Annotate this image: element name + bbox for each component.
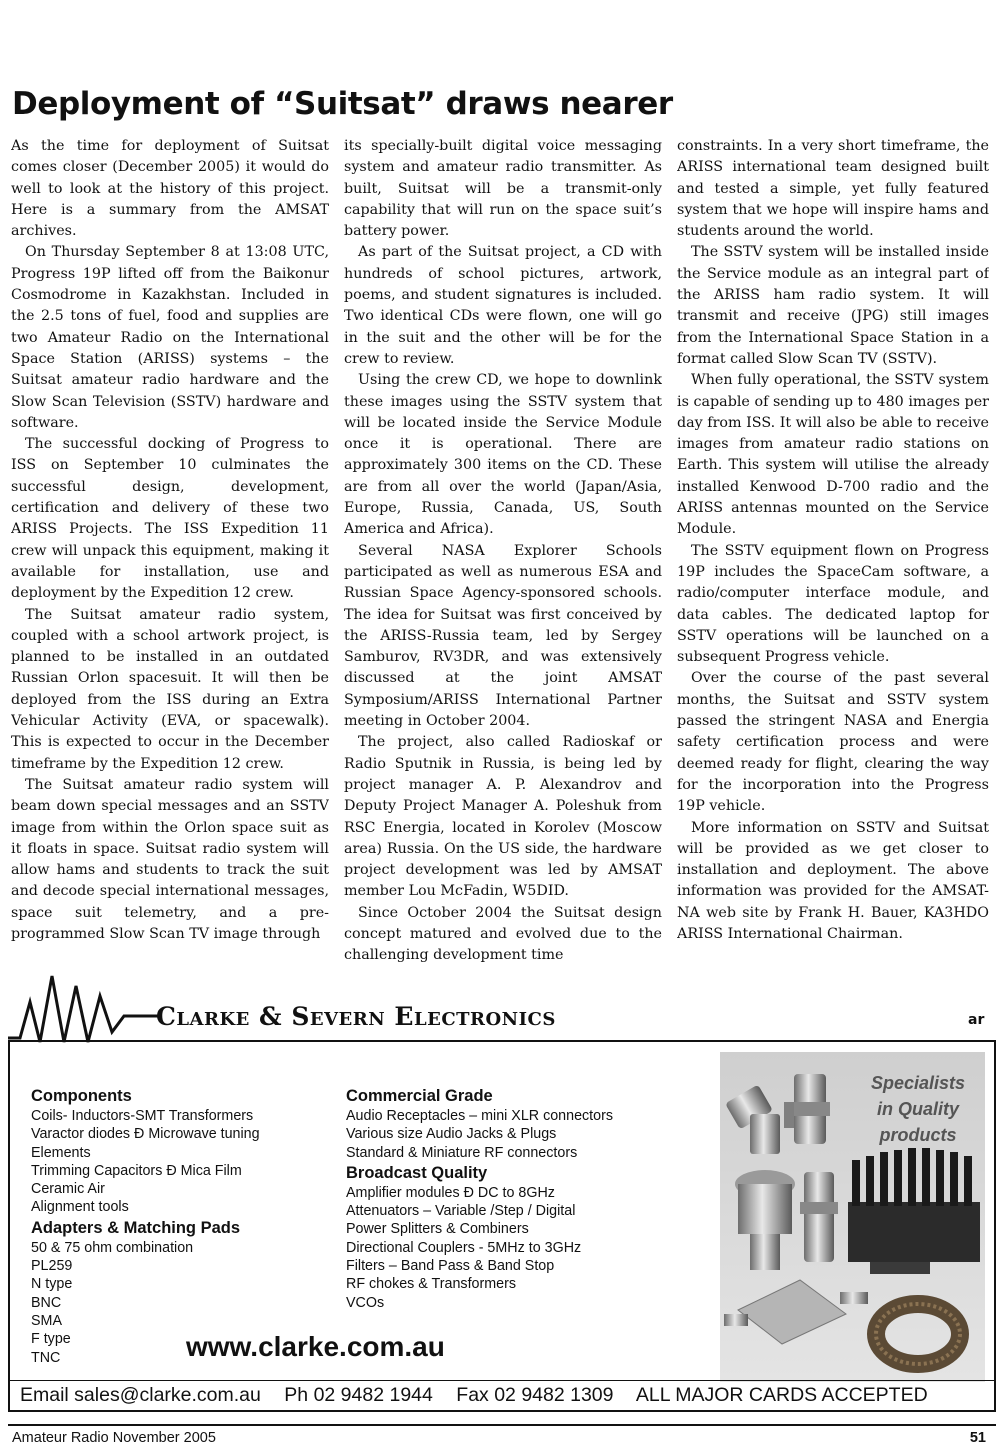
ad-column-left (31, 1085, 260, 1367)
ad-heading: Adapters & Matching Pads (31, 1218, 241, 1237)
ad-item: Various size Audio Jacks & Plugs (346, 1126, 557, 1143)
ad-item: BNC (31, 1294, 62, 1311)
paragraph: constraints. In a very short timeframe, the ARISS international team designed built and tested a simple, yet fully featured system that we hope will inspire hams and students around the world. (677, 138, 989, 240)
waveform-logo-icon (8, 972, 158, 1044)
paragraph: As the time for deployment of Suitsat comes closer (December 2005) it would do well to look at the history of this project. Here is a summary from the AMSAT archives. (11, 138, 329, 240)
ad-item: N type (31, 1276, 73, 1293)
ad-heading: Components (31, 1087, 132, 1105)
ad-item: Alignment tools (31, 1199, 129, 1216)
ad-item: Ceramic Air (31, 1181, 105, 1198)
ad-specialists-tagline: Specialists in Quality products (870, 1073, 966, 1145)
paragraph: Using the crew CD, we hope to downlink these images using the SSTV system that will be located inside the Service Module once it is operational. There are approximately 300 items on the CD. These are from all over the world (Japan/Asia, Europe, Russia, Canada, US, South America and Africa). (344, 372, 662, 538)
paragraph: Since October 2004 the Suitsat design concept matured and evolved due to the challenging development time (344, 904, 662, 964)
footer-publication: Amateur Radio November 2005 (12, 1430, 216, 1446)
ad-divider (8, 1380, 996, 1381)
ad-item: Trimming Capacitors Ð Mica Film (31, 1162, 242, 1179)
paragraph: Over the course of the past several months, the Suitsat and SSTV system passed the stringent NASA and Energia safety certification process and were deemed ready for flight, clearing the way for the incorporation into the Progress 19P vehicle. (677, 670, 989, 815)
ad-item: Attenuators – Variable /Step / Digital (346, 1203, 576, 1220)
ad-email[interactable]: Email sales@clarke.com.au (20, 1384, 261, 1406)
paragraph: its specially-built digital voice messaging system and amateur radio transmitter. As built, Suitsat will be a transmit-only capability that will run on the space suit’s battery power. (344, 138, 662, 240)
paragraph: The project, also called Radioskaf or Radio Sputnik in Russia, is being led by project manager A. P. Alexandrov and Deputy Project Manager A. Poleshuk from RSC Energia, located in Korolev (Moscow area) Russia. On the US side, the hardware project development was led by AMSAT member Lou McFadin, W5DID. (344, 734, 662, 900)
ad-item: Varactor diodes Ð Microwave tuning (31, 1126, 260, 1143)
ad-item: Directional Couplers - 5MHz to 3GHz (346, 1239, 582, 1256)
ad-top-rule (8, 1040, 996, 1042)
ad-heading: Broadcast Quality (346, 1163, 488, 1182)
ad-item: 50 & 75 ohm combination (31, 1239, 194, 1256)
paragraph: The Suitsat amateur radio system, coupled with a school artwork project, is planned to be installed in an outdated Russian Orlon spacesuit. It will then be deployed from the ISS during an Extra Vehicular Activity (EVA, or spacewalk). This is expected to occur in the December timeframe by the Expedition 12 crew. (11, 606, 329, 772)
ad-item: Audio Receptacles – mini XLR connectors (346, 1108, 614, 1124)
ad-item: VCOs (346, 1294, 385, 1311)
paragraph: More information on SSTV and Suitsat will be provided as we get closer to installation and deployment. The above information was provided for the AMSAT-NA web site by Frank H. Bauer, KA3HDO ARISS International Chairman. (677, 819, 989, 942)
ad-cards: ALL MAJOR CARDS ACCEPTED (635, 1384, 928, 1406)
footer-page-number: 51 (969, 1430, 986, 1446)
article-column-1 (11, 136, 329, 945)
ad-fax: Fax 02 9482 1309 (456, 1384, 614, 1406)
ad-item: TNC (31, 1349, 61, 1366)
ad-item: Amplifier modules Ð DC to 8GHz (346, 1184, 555, 1201)
ad-item: F type (31, 1331, 71, 1348)
footer-rule (8, 1424, 996, 1426)
article-column-2 (344, 136, 662, 967)
paragraph: The SSTV system will be installed inside the Service module as an integral part of the ARISS ham radio system. It will transmit and receive (JPG) still images from the International Space Station in a format called Slow Scan TV (SSTV). (677, 244, 989, 367)
article-column-3 (677, 136, 989, 945)
paragraph: When fully operational, the SSTV system is capable of sending up to 480 images per day from ISS. It will also be able to receive images from amateur radio stations on Earth. This system will utilise the already installed Kenwood D-700 radio and the ARISS antennas mounted on the Service Module. (677, 372, 989, 538)
ad-item: SMA (31, 1312, 62, 1329)
ad-column-middle (346, 1085, 613, 1312)
ad-item: Power Splitters & Combiners (346, 1221, 529, 1238)
ad-item: RF chokes & Transformers (346, 1276, 517, 1293)
ad-phone: Ph 02 9482 1944 (284, 1384, 433, 1406)
ad-item: PL259 (31, 1258, 73, 1275)
ad-contact-line (20, 1384, 990, 1407)
ad-item: Filters – Band Pass & Band Stop (346, 1258, 555, 1275)
ad-item: Coils- Inductors-SMT Transformers (31, 1108, 254, 1124)
article-end-mark: ar (968, 1012, 985, 1028)
paragraph: The successful docking of Progress to ISS on September 10 culminates the successful design, development, certification and delivery of these two ARISS Projects. The ISS Expedition 11 crew will unpack this equipment, making it available for installation, use and deployment by the Expedition 12 crew. (11, 436, 329, 602)
ad-item: Elements (31, 1144, 91, 1161)
ad-website-link[interactable]: www.clarke.com.au (186, 1331, 445, 1362)
article-headline: Deployment of “Suitsat” draws nearer (12, 86, 673, 122)
ad-company-name: Clarke & Severn Electronics (156, 1002, 556, 1031)
paragraph: The Suitsat amateur radio system will beam down special messages and an SSTV image from within the Orlon space suit as it floats in space. Suitsat radio system will allow hams and students to track the suit and decode special international messages, space suit telemetry, and a pre-programmed Slow Scan TV image through (11, 776, 329, 942)
paragraph: As part of the Suitsat project, a CD with hundreds of school pictures, artwork, poems, and student signatures is included. Two identical CDs were flown, one will go in the suit and the other will be for the crew to review. (344, 244, 662, 367)
paragraph: Several NASA Explorer Schools participated as well as numerous ESA and Russian Space Agency-sponsored schools. The idea for Suitsat was first conceived by the ARISS-Russia team, led by Sergey Samburov, RV3DR, and was extensively discussed at the joint AMSAT Symposium/ARISS International Partner meeting in October 2004. (344, 542, 662, 730)
ad-heading: Commercial Grade (346, 1087, 493, 1105)
paragraph: On Thursday September 8 at 13:08 UTC, Progress 19P lifted off from the Baikonur Cosmodrome in Kazakhstan. Included in the 2.5 tons of fuel, food and supplies are two Amateur Radio on the International Space Station (ARISS) systems – the Suitsat amateur radio hardware and the Slow Scan Television (SSTV) hardware and software. (11, 244, 329, 431)
ad-item: Standard & Miniature RF connectors (346, 1144, 578, 1161)
paragraph: The SSTV equipment flown on Progress 19P includes the SpaceCam software, a radio/computer interface module, and data cables. The dedicated laptop for SSTV operations will be launched on a subsequent Progress vehicle. (677, 542, 989, 666)
